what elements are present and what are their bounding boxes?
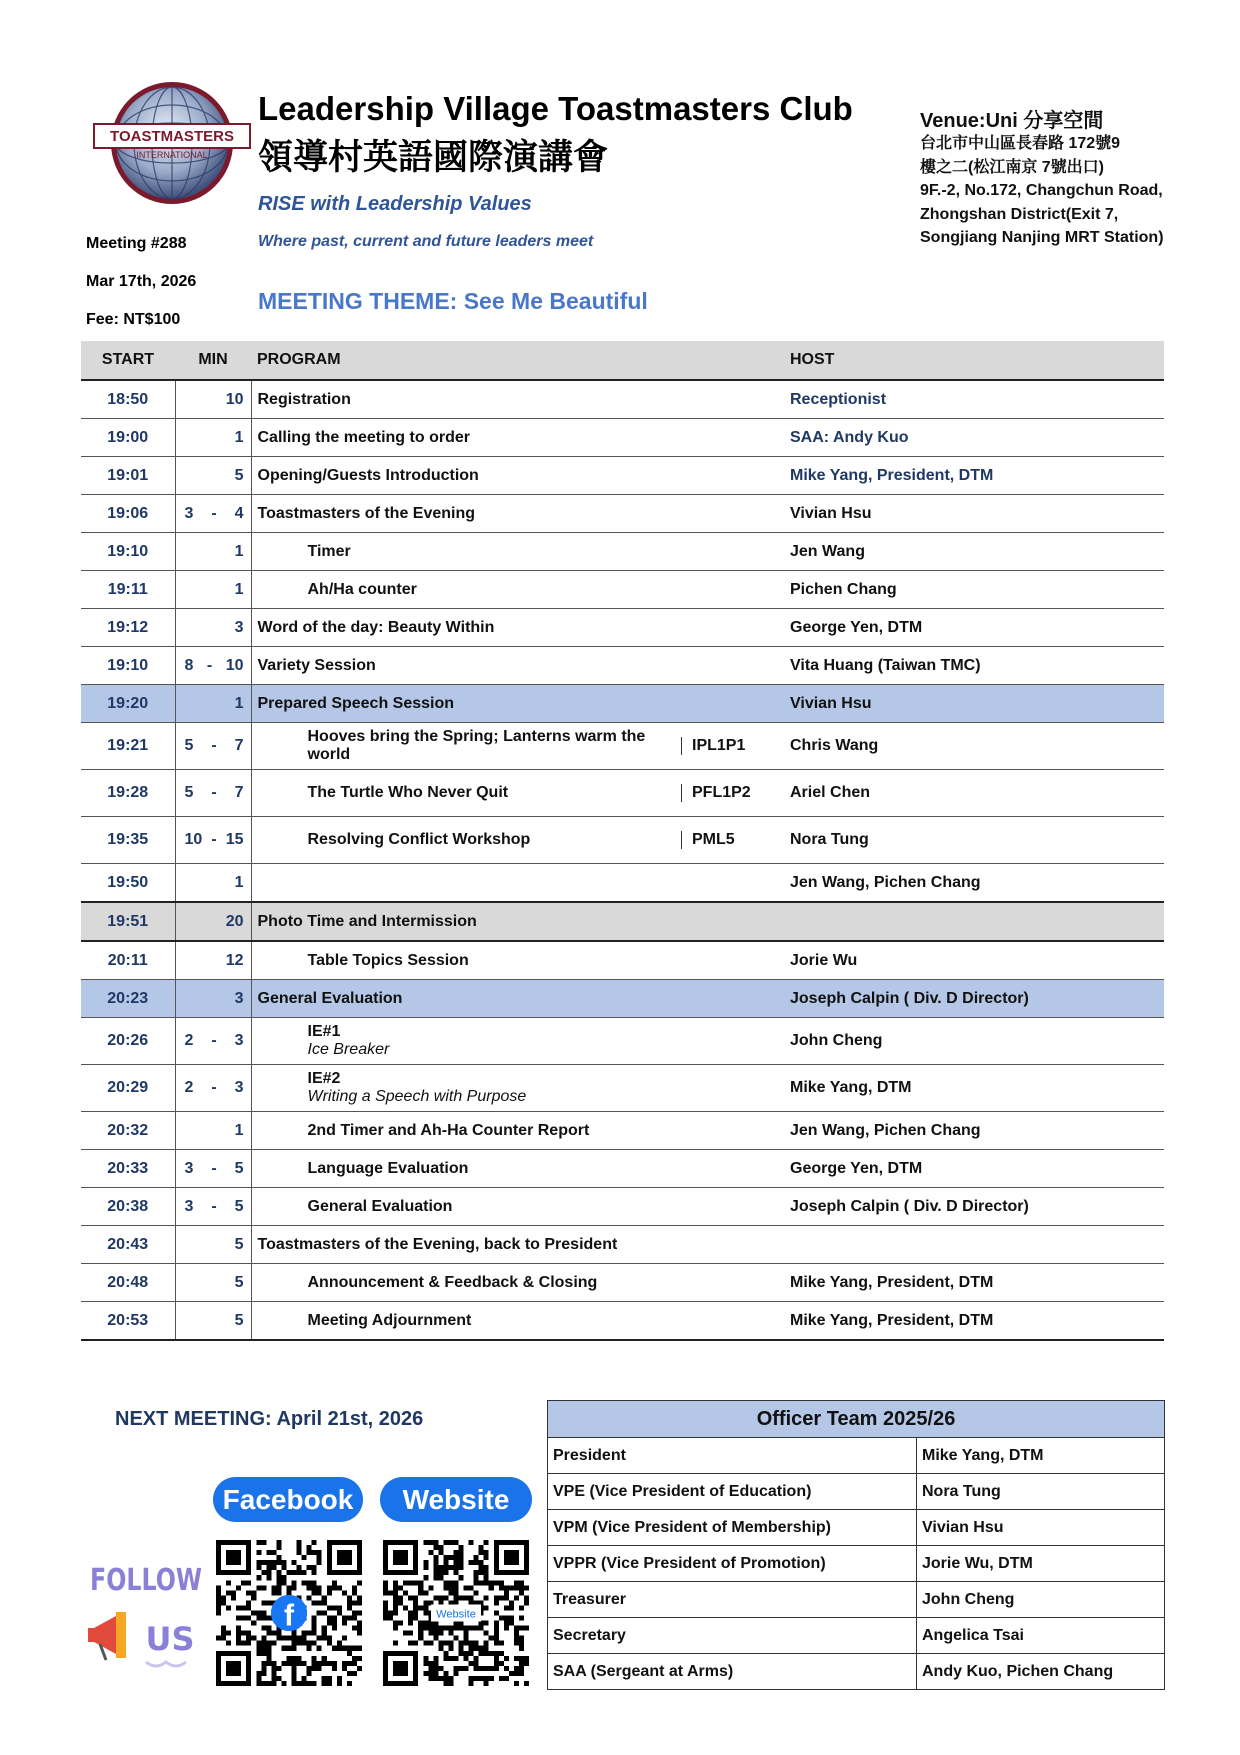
officer-table-body <box>548 1438 1165 1690</box>
meeting-fee: Fee: NT$100 <box>86 311 181 328</box>
host-cell: John Cheng <box>784 1018 1164 1065</box>
host-cell: Vivian Hsu <box>784 495 1164 533</box>
program-title: Photo Time and Intermission <box>257 912 477 930</box>
officer-name: Mike Yang, DTM <box>917 1438 1165 1474</box>
host-cell: George Yen, DTM <box>784 609 1164 647</box>
start-time: 19:00 <box>81 419 175 457</box>
start-time: 19:06 <box>81 495 175 533</box>
svg-text:f: f <box>283 1599 295 1633</box>
follow-text: FOLLOW <box>90 1563 202 1598</box>
code-cell <box>681 419 784 457</box>
duration <box>175 380 251 419</box>
min-dash: - <box>211 1032 217 1049</box>
start-time: 20:43 <box>81 1226 175 1264</box>
schedule-row <box>81 941 1164 980</box>
code-cell <box>681 817 784 864</box>
min-high: 5 <box>234 1197 244 1215</box>
code-cell <box>681 770 784 817</box>
program-title: Variety Session <box>257 656 376 674</box>
schedule-row <box>81 419 1164 457</box>
officer-table-title: Officer Team 2025/26 <box>548 1401 1165 1438</box>
code-cell <box>681 609 784 647</box>
schedule-row <box>81 1150 1164 1188</box>
logo-text-bottom: INTERNATIONAL <box>136 150 208 160</box>
min-low: 5 <box>184 784 194 801</box>
schedule-row <box>81 647 1164 685</box>
program-title: The Turtle Who Never Quit <box>307 784 509 801</box>
officer-row <box>548 1582 1165 1618</box>
us-text: US <box>145 1620 195 1658</box>
officer-row <box>548 1618 1165 1654</box>
min-high: 5 <box>234 466 244 484</box>
host-cell: Joseph Calpin ( Div. D Director) <box>784 1188 1164 1226</box>
program-title: Toastmasters of the Evening <box>257 504 476 522</box>
header-program: PROGRAM <box>251 341 784 380</box>
host-cell: Jen Wang, Pichen Chang <box>784 864 1164 903</box>
code-cell <box>681 1018 784 1065</box>
host-cell: SAA: Andy Kuo <box>784 419 1164 457</box>
officer-row <box>548 1546 1165 1582</box>
program-title: Resolving Conflict Workshop <box>307 831 531 848</box>
code-cell <box>681 533 784 571</box>
start-time: 19:01 <box>81 457 175 495</box>
schedule-row <box>81 380 1164 419</box>
program-title: Calling the meeting to order <box>257 428 470 446</box>
officer-name: Angelica Tsai <box>917 1618 1165 1654</box>
duration <box>175 571 251 609</box>
venue-line-en: 9F.-2, No.172, Changchun Road, Zhongshan District(Exit 7, Songjiang Nanjing MRT Station) <box>920 182 1164 246</box>
code-cell <box>681 1264 784 1302</box>
min-high: 1 <box>234 1121 244 1139</box>
program-subtitle: Writing a Speech with Purpose <box>307 1088 527 1105</box>
duration <box>175 1150 251 1188</box>
schedule-row <box>81 817 1164 864</box>
facebook-qr-code[interactable] <box>216 1540 362 1686</box>
min-dash: - <box>211 831 217 848</box>
host-cell: Ariel Chen <box>784 770 1164 817</box>
officer-role: VPM (Vice President of Membership) <box>548 1510 917 1546</box>
program-title: IE#1 <box>307 1023 341 1040</box>
venue-line-zh-1: 台北市中山區長春路 172號9 <box>920 135 1121 152</box>
code-cell <box>681 380 784 419</box>
host-cell: Vivian Hsu <box>784 685 1164 723</box>
min-high: 1 <box>234 542 244 560</box>
code-cell <box>681 1150 784 1188</box>
header-min: MIN <box>175 341 251 380</box>
min-high: 5 <box>234 1235 244 1253</box>
schedule-row <box>81 457 1164 495</box>
min-low: 3 <box>184 1159 194 1177</box>
schedule-row <box>81 609 1164 647</box>
host-cell: Mike Yang, DTM <box>784 1065 1164 1112</box>
megaphone-icon <box>88 1612 126 1660</box>
pathway-code: PFL1P2 <box>681 784 751 802</box>
duration <box>175 1188 251 1226</box>
schedule-row <box>81 864 1164 903</box>
host-cell: Mike Yang, President, DTM <box>784 1264 1164 1302</box>
code-cell <box>681 647 784 685</box>
start-time: 20:29 <box>81 1065 175 1112</box>
start-time: 19:20 <box>81 685 175 723</box>
start-time: 18:50 <box>81 380 175 419</box>
program-cell <box>251 1065 681 1112</box>
host-cell: Mike Yang, President, DTM <box>784 457 1164 495</box>
program-cell <box>251 1264 681 1302</box>
start-time: 19:51 <box>81 902 175 941</box>
program-title: Hooves bring the Spring; Lanterns warm the world <box>307 728 646 763</box>
schedule-row <box>81 723 1164 770</box>
toastmasters-logo <box>92 80 252 206</box>
start-time: 19:12 <box>81 609 175 647</box>
officer-name: Vivian Hsu <box>917 1510 1165 1546</box>
schedule-row <box>81 1226 1164 1264</box>
program-title: IE#2 <box>307 1070 341 1087</box>
min-high: 12 <box>225 951 244 969</box>
officer-table <box>547 1400 1165 1690</box>
officer-row <box>548 1654 1165 1690</box>
code-cell <box>681 723 784 770</box>
start-time: 19:10 <box>81 533 175 571</box>
min-high: 3 <box>234 1032 244 1049</box>
venue-label: Venue:Uni 分享空間 <box>920 110 1104 132</box>
schedule-row <box>81 685 1164 723</box>
program-cell <box>251 533 681 571</box>
duration <box>175 609 251 647</box>
program-cell <box>251 1112 681 1150</box>
duration <box>175 817 251 864</box>
program-cell <box>251 1018 681 1065</box>
duration <box>175 685 251 723</box>
code-cell <box>681 1226 784 1264</box>
header-start: START <box>81 341 175 380</box>
program-cell <box>251 495 681 533</box>
meeting-theme: MEETING THEME: See Me Beautiful <box>258 288 648 314</box>
code-cell <box>681 1112 784 1150</box>
logo-text-top: TOASTMASTERS <box>110 128 234 145</box>
host-cell <box>784 902 1164 941</box>
website-qr-code[interactable] <box>383 1540 529 1686</box>
schedule-row <box>81 902 1164 941</box>
tagline: RISE with Leadership Values <box>258 193 532 215</box>
host-cell: Vita Huang (Taiwan TMC) <box>784 647 1164 685</box>
min-high: 7 <box>234 737 244 754</box>
host-cell: Chris Wang <box>784 723 1164 770</box>
program-title: Announcement & Feedback & Closing <box>307 1273 598 1291</box>
host-cell: Pichen Chang <box>784 571 1164 609</box>
min-high: 3 <box>234 618 244 636</box>
code-cell <box>681 980 784 1018</box>
program-cell <box>251 864 681 903</box>
start-time: 19:11 <box>81 571 175 609</box>
start-time: 20:38 <box>81 1188 175 1226</box>
min-high: 10 <box>225 390 244 408</box>
duration <box>175 533 251 571</box>
min-dash: - <box>206 656 213 674</box>
min-high: 1 <box>234 694 244 712</box>
min-high: 5 <box>234 1159 244 1177</box>
min-dash: - <box>211 1197 217 1215</box>
host-cell: Jen Wang <box>784 533 1164 571</box>
start-time: 19:50 <box>81 864 175 903</box>
start-time: 19:10 <box>81 647 175 685</box>
min-low: 10 <box>184 831 203 848</box>
program-title: Registration <box>257 390 351 408</box>
schedule-row <box>81 1188 1164 1226</box>
pathway-code: IPL1P1 <box>681 737 745 755</box>
start-time: 19:28 <box>81 770 175 817</box>
host-cell: Receptionist <box>784 380 1164 419</box>
min-low: 2 <box>184 1032 194 1049</box>
min-dash: - <box>211 1159 217 1177</box>
meeting-number: Meeting #288 <box>86 235 187 252</box>
min-high: 3 <box>234 989 244 1007</box>
start-time: 20:11 <box>81 941 175 980</box>
duration <box>175 1018 251 1065</box>
duration <box>175 1226 251 1264</box>
program-cell <box>251 380 681 419</box>
schedule-row <box>81 1065 1164 1112</box>
code-cell <box>681 1302 784 1341</box>
officer-role: VPPR (Vice President of Promotion) <box>548 1546 917 1582</box>
duration <box>175 980 251 1018</box>
officer-role: Secretary <box>548 1618 917 1654</box>
website-button[interactable]: Website <box>380 1477 532 1522</box>
program-title: Meeting Adjournment <box>307 1311 472 1329</box>
min-high: 7 <box>234 784 244 801</box>
start-time: 20:32 <box>81 1112 175 1150</box>
min-high: 5 <box>234 1311 244 1329</box>
min-dash: - <box>211 1079 217 1096</box>
schedule-row <box>81 770 1164 817</box>
program-title: Ah/Ha counter <box>307 580 417 598</box>
schedule-row <box>81 1302 1164 1341</box>
start-time: 20:33 <box>81 1150 175 1188</box>
host-cell: George Yen, DTM <box>784 1150 1164 1188</box>
min-high: 20 <box>225 912 244 930</box>
min-high: 10 <box>225 656 244 674</box>
program-cell <box>251 609 681 647</box>
officer-name: Andy Kuo, Pichen Chang <box>917 1654 1165 1690</box>
duration <box>175 864 251 903</box>
host-cell: Jen Wang, Pichen Chang <box>784 1112 1164 1150</box>
duration <box>175 941 251 980</box>
start-time: 20:23 <box>81 980 175 1018</box>
schedule-row <box>81 1264 1164 1302</box>
officer-row <box>548 1438 1165 1474</box>
duration <box>175 419 251 457</box>
officer-name: John Cheng <box>917 1582 1165 1618</box>
program-title: Language Evaluation <box>307 1159 469 1177</box>
program-cell <box>251 571 681 609</box>
duration <box>175 647 251 685</box>
officer-row <box>548 1474 1165 1510</box>
program-title: Table Topics Session <box>307 951 469 969</box>
schedule-row <box>81 980 1164 1018</box>
code-cell <box>681 1065 784 1112</box>
code-cell <box>681 495 784 533</box>
schedule-row <box>81 495 1164 533</box>
start-time: 20:48 <box>81 1264 175 1302</box>
code-cell <box>681 457 784 495</box>
min-low: 3 <box>184 504 194 522</box>
program-cell <box>251 817 681 864</box>
officer-role: President <box>548 1438 917 1474</box>
qr-website-label: Website <box>436 1608 476 1621</box>
venue-address <box>920 132 1170 250</box>
program-cell <box>251 770 681 817</box>
program-subtitle: Ice Breaker <box>307 1041 390 1058</box>
schedule-table <box>81 341 1164 1341</box>
officer-name: Nora Tung <box>917 1474 1165 1510</box>
pathway-code: PML5 <box>681 831 735 849</box>
program-cell <box>251 902 681 941</box>
subtagline: Where past, current and future leaders meet <box>258 233 594 250</box>
host-cell <box>784 1226 1164 1264</box>
duration <box>175 457 251 495</box>
program-cell <box>251 1188 681 1226</box>
min-dash: - <box>211 784 217 801</box>
program-cell <box>251 685 681 723</box>
program-cell <box>251 941 681 980</box>
min-dash: - <box>211 737 217 754</box>
schedule-header <box>81 341 1164 380</box>
duration <box>175 723 251 770</box>
officer-row <box>548 1510 1165 1546</box>
host-cell: Nora Tung <box>784 817 1164 864</box>
duration <box>175 1112 251 1150</box>
program-title: 2nd Timer and Ah-Ha Counter Report <box>307 1121 590 1139</box>
officer-name: Jorie Wu, DTM <box>917 1546 1165 1582</box>
min-high: 4 <box>234 504 244 522</box>
code-cell <box>681 1188 784 1226</box>
code-cell <box>681 941 784 980</box>
program-cell <box>251 1302 681 1341</box>
next-meeting: NEXT MEETING: April 21st, 2026 <box>115 1408 424 1430</box>
host-cell: Joseph Calpin ( Div. D Director) <box>784 980 1164 1018</box>
facebook-button[interactable]: Facebook <box>213 1477 363 1522</box>
program-title: Prepared Speech Session <box>257 694 455 712</box>
min-low: 8 <box>184 656 194 674</box>
officer-role: SAA (Sergeant at Arms) <box>548 1654 917 1690</box>
start-time: 20:26 <box>81 1018 175 1065</box>
club-name-zh: 領導村英語國際演講會 <box>258 138 609 178</box>
min-high: 3 <box>234 1079 244 1096</box>
program-cell <box>251 723 681 770</box>
program-cell <box>251 419 681 457</box>
program-cell <box>251 457 681 495</box>
program-title: Word of the day: Beauty Within <box>257 618 495 636</box>
program-title: Opening/Guests Introduction <box>257 466 479 484</box>
header-host: HOST <box>784 341 1164 380</box>
duration <box>175 1264 251 1302</box>
program-title: General Evaluation <box>307 1197 453 1215</box>
code-cell <box>681 685 784 723</box>
officer-role: Treasurer <box>548 1582 917 1618</box>
schedule-row <box>81 1112 1164 1150</box>
min-low: 2 <box>184 1079 194 1096</box>
officer-role: VPE (Vice President of Education) <box>548 1474 917 1510</box>
host-cell: Jorie Wu <box>784 941 1164 980</box>
host-cell: Mike Yang, President, DTM <box>784 1302 1164 1341</box>
duration <box>175 495 251 533</box>
program-title: Toastmasters of the Evening, back to President <box>257 1235 618 1253</box>
min-high: 15 <box>225 831 244 848</box>
schedule-row <box>81 533 1164 571</box>
duration <box>175 902 251 941</box>
program-cell <box>251 1150 681 1188</box>
follow-us-graphic <box>86 1550 206 1680</box>
program-cell <box>251 980 681 1018</box>
code-cell <box>681 571 784 609</box>
duration <box>175 770 251 817</box>
min-low: 5 <box>184 737 194 754</box>
min-high: 5 <box>234 1273 244 1291</box>
program-title: Timer <box>307 542 351 560</box>
schedule-body <box>81 380 1164 1340</box>
start-time: 19:35 <box>81 817 175 864</box>
program-cell <box>251 647 681 685</box>
start-time: 19:21 <box>81 723 175 770</box>
meeting-date: Mar 17th, 2026 <box>86 273 197 290</box>
start-time: 20:53 <box>81 1302 175 1341</box>
min-high: 1 <box>234 873 244 891</box>
program-cell <box>251 1226 681 1264</box>
schedule-row <box>81 571 1164 609</box>
schedule-row <box>81 1018 1164 1065</box>
program-title: General Evaluation <box>257 989 403 1007</box>
code-cell <box>681 902 784 941</box>
duration <box>175 1302 251 1341</box>
min-low: 3 <box>184 1197 194 1215</box>
venue-line-zh-2: 樓之二(松江南京 7號出口) <box>920 158 1105 176</box>
min-high: 1 <box>234 428 244 446</box>
club-name-en: Leadership Village Toastmasters Club <box>258 90 853 127</box>
code-cell <box>681 864 784 903</box>
min-high: 1 <box>234 580 244 598</box>
duration <box>175 1065 251 1112</box>
min-dash: - <box>211 504 217 522</box>
